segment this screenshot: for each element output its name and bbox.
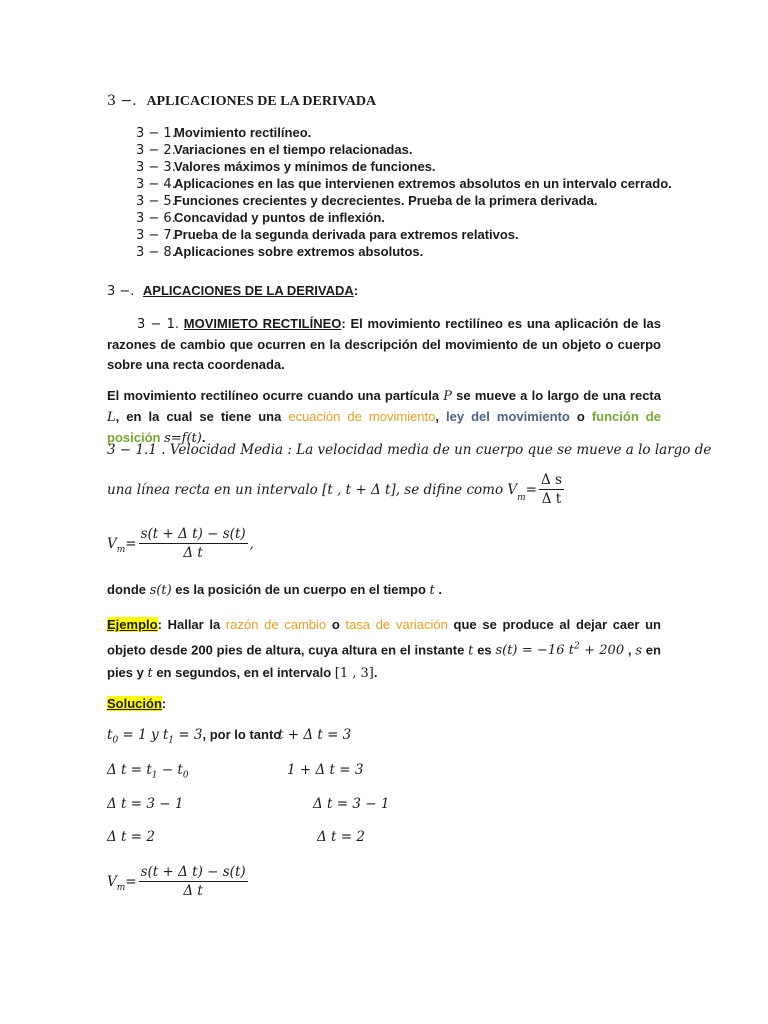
term-tasa: tasa de variación: [345, 617, 448, 632]
solution-heading: Solución:: [107, 696, 167, 711]
vm-formula-2-fraction: $\frac{\text{s(t + Δ t) − s(t)}}{\text{Δ t}}$: [140, 864, 246, 899]
particle-P: P: [443, 389, 452, 404]
step-row3-right: Δ t = 3 − 1: [313, 796, 390, 812]
vm-formula-2: V $_m$ = $\frac{\text{s(t + Δ t) − s(t)}}{\text{Δ t}}$: [107, 864, 246, 899]
subsection-title: MOVIMIETO RECTILÍNEO: [183, 316, 342, 331]
term-razon: razón de cambio: [225, 617, 327, 632]
heading-number: 3 −.: [107, 93, 137, 109]
step-row3-left: Δ t = 3 − 1: [107, 796, 184, 812]
height-equation: s(t) = −16 $t^2 + 200$: [495, 642, 625, 659]
vm-definition-line2: una línea recta en un intervalo [t , t + Δ t], se difine como V $_m$ = $\frac{\text{Δ s}}{\text{Δ t}}$: [107, 472, 562, 507]
toc-item: 3 − 1.Movimiento rectilíneo.: [136, 125, 312, 141]
section-title: APLICACIONES DE LA DERIVADA: [142, 283, 354, 298]
vm-formula: V $_m$ = $\frac{\text{s(t + Δ t) − s(t)}}{\text{Δ t}}$ ,: [107, 526, 254, 561]
toc-list: [136, 124, 672, 260]
chapter-heading: [107, 92, 376, 110]
example-paragraph: Ejemplo: Hallar la razón de cambio o tasa de variación que se produce al dejar caer un objeto desde 200 pies de altura, cuya altura en el instante t es s(t) = −16 $t^2 + 200$ , s en pies y t en segundos, en el intervalo [1 , 3].: [107, 617, 662, 682]
toc-item: 3 − 8.Aplicaciones sobre extremos absolutos.: [136, 244, 424, 260]
term-ecuacion: ecuación de movimiento: [288, 409, 436, 424]
solution-label: Solución: [107, 696, 162, 711]
toc-item: 3 − 6.Concavidad y puntos de inflexión.: [136, 210, 385, 226]
donde-line: donde s(t) es la posición de un cuerpo en el tiempo t .: [107, 582, 443, 598]
interval: [1 , 3]: [334, 666, 374, 682]
toc-item: 3 − 2.Variaciones en el tiempo relacionadas.: [136, 142, 413, 158]
toc-item: 3 − 4.Aplicaciones en las que intervienen extremos absolutos en un intervalo cerrado.: [136, 176, 672, 192]
toc-item: 3 − 7.Prueba de la segunda derivada para extremos relativos.: [136, 227, 519, 243]
step-row4-left: Δ t = 2: [107, 829, 155, 845]
example-label: Ejemplo: [107, 617, 158, 632]
step-row2-left: Δ $t = t_1 - t_0$: [107, 762, 189, 781]
heading-title: APLICACIONES DE LA DERIVADA: [146, 94, 377, 109]
subsection-number: 3 − 1.: [137, 317, 180, 332]
motion-paragraph: El movimiento rectilíneo ocurre cuando una partícula P se mueve a lo largo de una recta L, en la cual se tiene una ecuación de movimiento, ley del movimiento o función de posición s=f(t).: [107, 388, 661, 446]
step-row1-right: t + Δ t = 3: [278, 727, 352, 743]
step-row1-left: $t_0 = 1$ y $t_1 = 3$, por lo tanto: [107, 727, 282, 746]
subsection-text: : El movimiento rectilíneo es una aplicación de las razones de cambio que ocurren en la descripción del movimiento de un objeto o cuerpo sobre una recta coordenada.: [107, 316, 661, 372]
toc-item: 3 − 5.Funciones crecientes y decrecientes. Prueba de la primera derivada.: [136, 193, 598, 209]
subsection-paragraph: [107, 314, 661, 375]
section-heading: 3 −. APLICACIONES DE LA DERIVADA:: [107, 283, 359, 299]
term-funcion: función de posición: [107, 409, 661, 445]
line-L: L: [107, 410, 116, 425]
vm-definition-line1: 3 − 1.1 . Velocidad Media : La velocidad media de un cuerpo que se mueve a lo largo de: [107, 442, 712, 458]
vm-fraction: $\frac{\text{Δ s}}{\text{Δ t}}$: [540, 472, 562, 507]
vm-formula-fraction: $\frac{\text{s(t + Δ t) − s(t)}}{\text{Δ t}}$: [140, 526, 246, 561]
step-row2-right: 1 + Δ t = 3: [287, 762, 364, 778]
section-number: 3 −.: [107, 284, 135, 299]
toc-item: 3 − 3.Valores máximos y mínimos de funciones.: [136, 159, 436, 175]
step-row4-right: Δ t = 2: [317, 829, 365, 845]
position-equation: s=f(t): [164, 431, 202, 446]
term-ley: ley del movimiento: [446, 409, 570, 424]
